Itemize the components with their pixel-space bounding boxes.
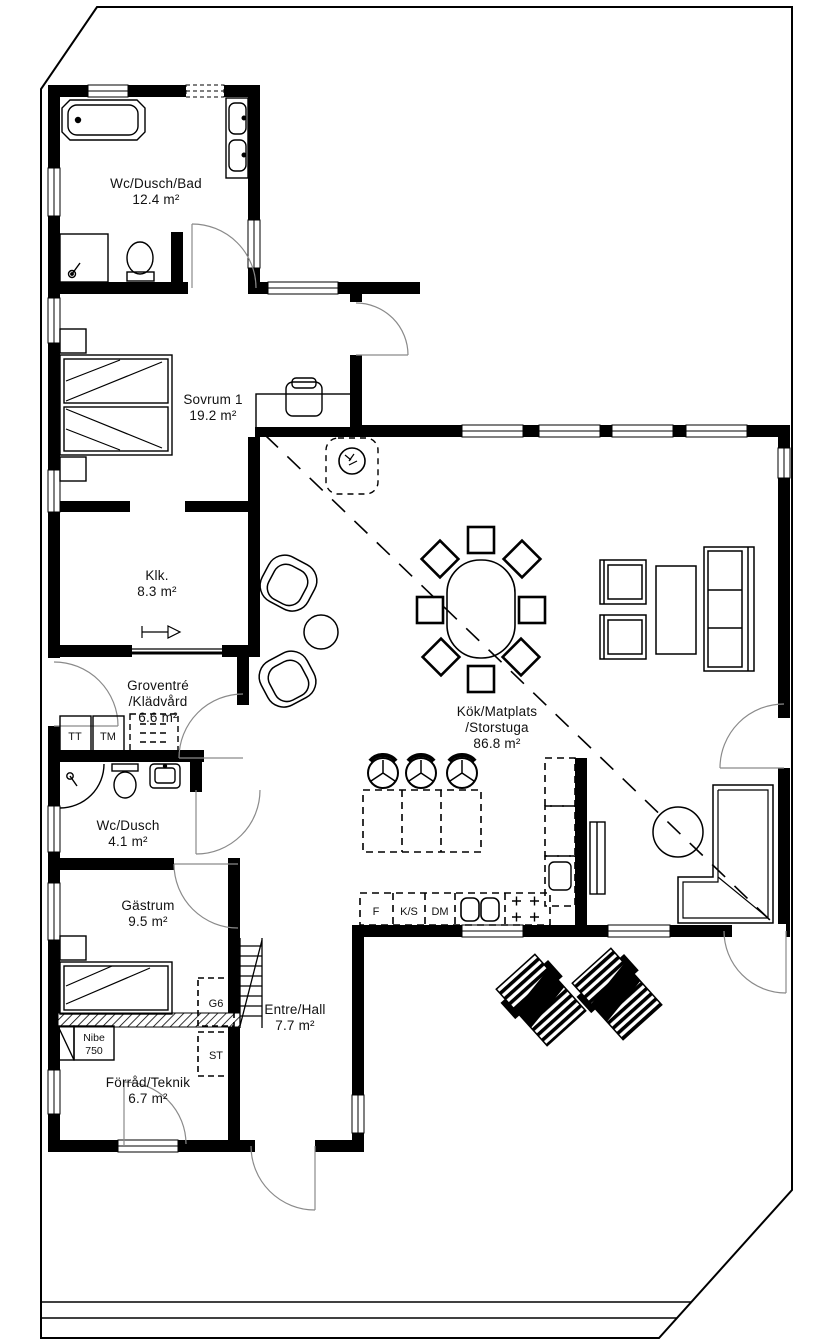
room-area-living: 86.8 m² [473, 736, 521, 751]
room-label-utility-1: Groventré [127, 678, 189, 693]
windows [48, 85, 790, 1152]
wall-wc-south [58, 858, 174, 870]
corner-shower [60, 764, 104, 808]
kitchen-counter [360, 893, 550, 925]
door-bathroom [192, 224, 256, 288]
dining-chairs [417, 527, 545, 692]
armchair [253, 645, 322, 714]
room-label-bedroom: Sovrum 1 [183, 392, 243, 407]
window-high [186, 85, 224, 97]
room-area-guest: 9.5 m² [128, 914, 168, 929]
wall-utility-east [237, 657, 249, 705]
exterior-wall-west [48, 85, 60, 1152]
room-label-guest: Gästrum [121, 898, 175, 913]
window [612, 425, 673, 437]
sofa-group [600, 547, 754, 671]
wall-stub [350, 294, 362, 302]
kitchen [360, 755, 605, 925]
window [352, 1095, 364, 1133]
room-area-closet: 8.3 m² [137, 584, 177, 599]
double-sink-vanity [226, 98, 248, 178]
bar-stool [447, 755, 477, 788]
sun-loungers [492, 944, 666, 1049]
hatched-wall-band [58, 1013, 240, 1027]
dining-group [417, 527, 545, 692]
wall-closet-south [58, 645, 132, 657]
door-wc [196, 790, 260, 854]
room-area-bedroom: 19.2 m² [189, 408, 237, 423]
cleaning-label: ST [208, 1050, 224, 1062]
room-label-wc: Wc/Dusch [96, 818, 160, 833]
window [88, 85, 128, 97]
cooktop [512, 897, 539, 922]
room-label-living-1: Kök/Matplats [456, 704, 538, 719]
room-label-closet: Klk. [145, 568, 169, 583]
door-front-entrance [251, 1146, 315, 1210]
door-patio-south [724, 931, 786, 993]
room-area-hall: 7.7 m² [275, 1018, 315, 1033]
room-area-storage: 6.7 m² [128, 1091, 168, 1106]
shower [60, 234, 108, 282]
window [608, 925, 670, 937]
wall-shower-bath [171, 232, 183, 282]
bathtub [62, 100, 145, 140]
door-utility-hall [179, 694, 243, 758]
sofa-three-seat [704, 547, 754, 671]
built-in-appliance [549, 862, 571, 890]
slide-arrow-icon [142, 626, 180, 638]
wall-storage-east [228, 1026, 240, 1152]
exterior-wall-east [778, 425, 790, 937]
bar-stool [406, 755, 436, 788]
corner-sofa [678, 785, 773, 923]
fridge-freezer-label: K/S [400, 906, 418, 918]
wall-closet-north [58, 501, 130, 512]
single-bed [60, 962, 172, 1014]
guest-room-furniture [60, 936, 172, 1014]
wc-fixtures [60, 764, 180, 808]
armchair [254, 549, 323, 618]
wall-wc-east [190, 762, 202, 792]
dryer-label: TT [68, 731, 82, 743]
wall-closet-south [222, 645, 260, 657]
window [48, 883, 60, 940]
door-bedroom-living [356, 303, 408, 355]
window [268, 282, 338, 294]
nightstand [60, 329, 86, 353]
window [686, 425, 747, 437]
wall-kitchen-stub [575, 758, 587, 930]
window [778, 448, 790, 478]
window [539, 425, 600, 437]
wardrobe-label: G6 [208, 998, 224, 1010]
room-label-bath: Wc/Dusch/Bad [110, 176, 202, 191]
nightstand [60, 936, 86, 960]
room-area-bath: 12.4 m² [132, 192, 180, 207]
chair [422, 541, 459, 578]
dining-table [447, 560, 515, 658]
toilet [112, 764, 138, 798]
room-label-utility-2: /Klädvård [128, 694, 188, 709]
wall-closet-east [248, 437, 260, 657]
wood-stove [326, 438, 378, 494]
room-label-living-2: /Storstuga [465, 720, 529, 735]
toilet [127, 242, 154, 281]
side-table [304, 615, 338, 649]
walls [48, 85, 790, 1152]
washbasin [150, 764, 180, 788]
window [48, 470, 60, 512]
lounge-chairs-west [253, 549, 338, 714]
window-glazed-door [118, 1140, 178, 1152]
nightstand [60, 457, 86, 481]
window [48, 168, 60, 216]
heatpump-label-1: Nibe [83, 1032, 105, 1044]
coffee-table [656, 566, 696, 654]
door-patio-east [720, 704, 784, 768]
exterior-wall-bath-north [48, 85, 260, 97]
kitchen-sink [461, 898, 499, 921]
chair [504, 541, 541, 578]
desk [256, 378, 352, 428]
chair [468, 527, 494, 553]
room-label-hall: Entre/Hall [264, 1002, 326, 1017]
chair [519, 597, 545, 623]
window [48, 298, 60, 343]
washer-label: TM [100, 731, 116, 743]
room-area-wc: 4.1 m² [108, 834, 148, 849]
room-area-utility: 6.6 m² [138, 710, 178, 725]
heatpump-label-2: 750 [85, 1045, 103, 1057]
loft-stairs [240, 938, 262, 1028]
sliding-door-closet [132, 626, 224, 653]
armchair [600, 615, 646, 659]
chair [468, 666, 494, 692]
chair [417, 597, 443, 623]
double-bed [60, 355, 172, 455]
wall-closet-north [185, 501, 258, 512]
sun-lounger [492, 950, 590, 1049]
bar-stool [368, 755, 398, 788]
sun-lounger [568, 944, 666, 1043]
window [462, 925, 523, 937]
corner-sofa-group [653, 785, 773, 923]
window [462, 425, 523, 437]
bar-stools [368, 755, 477, 788]
fridge-label: F [372, 906, 380, 918]
kitchen-island [363, 790, 481, 852]
armchair [600, 560, 646, 604]
window [48, 806, 60, 852]
refrigerator [590, 822, 605, 894]
room-label-storage: Förråd/Teknik [105, 1075, 191, 1090]
window [48, 1070, 60, 1114]
dishwasher-label: DM [431, 906, 449, 918]
